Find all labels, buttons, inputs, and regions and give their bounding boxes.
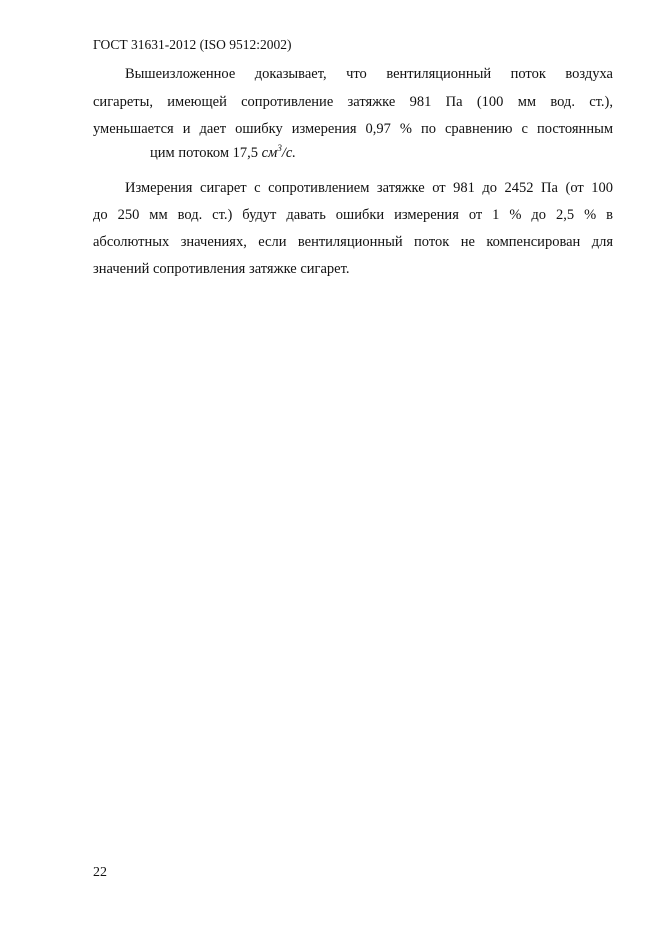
unit-per-second: /с. [281, 145, 296, 161]
unit-superscript: 3 [277, 143, 282, 153]
page-number: 22 [93, 865, 107, 880]
paragraph-line: Измерения сигарет с сопротивлением затяжке от 981 до 2452 Па (от 100 [125, 180, 613, 196]
flow-text: цим потоком 17,5 [150, 145, 262, 161]
paragraph-line-last: значений сопротивления затяжке сигарет. [93, 261, 350, 277]
paragraph-line: Вышеизложенное доказывает, что вентиляционный поток воздуха [125, 66, 613, 82]
paragraph-line: уменьшается и дает ошибку измерения 0,97 % по сравнению с постоянным [93, 121, 613, 137]
paragraph-line-last [150, 143, 296, 163]
unit-cm: см [261, 145, 278, 161]
document-header: ГОСТ 31631-2012 (ISO 9512:2002) [93, 37, 292, 52]
paragraph-line: абсолютных значениях, если вентиляционный поток не компенсирован для [93, 234, 613, 250]
paragraph-line: сигареты, имеющей сопротивление затяжке 981 Па (100 мм вод. ст.), [93, 94, 613, 110]
paragraph-line: до 250 мм вод. ст.) будут давать ошибки измерения от 1 % до 2,5 % в [93, 207, 613, 223]
